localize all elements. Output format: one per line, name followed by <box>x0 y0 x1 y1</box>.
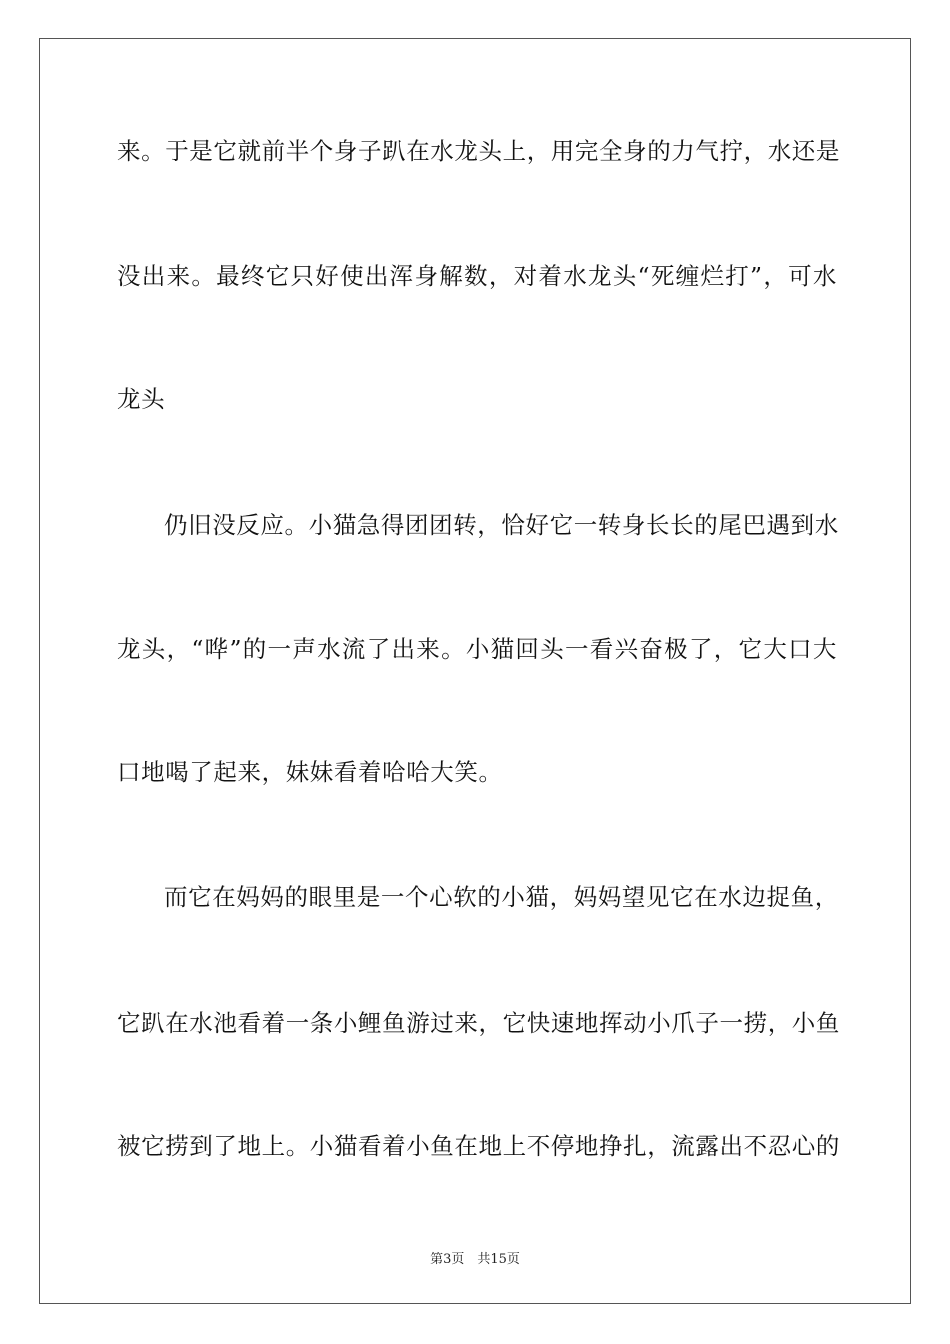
text-line-5: 龙头，“哗”的一声水流了出来。小猫回头一看兴奋极了，它大口大 <box>117 635 837 663</box>
text-line-1: 来。于是它就前半个身子趴在水龙头上，用完全身的力气拧，水还是 <box>117 137 840 165</box>
text-line-4: 仍旧没反应。小猫急得团团转，恰好它一转身长长的尾巴遇到水 <box>164 511 839 539</box>
text-line-2: 没出来。最终它只好使出浑身解数，对着水龙头“死缠烂打”，可水 <box>117 262 837 290</box>
page-border <box>39 38 911 1304</box>
text-line-3: 龙头 <box>117 385 166 413</box>
text-line-8: 它趴在水池看着一条小鲤鱼游过来，它快速地挥动小爪子一捞，小鱼 <box>117 1009 840 1037</box>
text-line-9: 被它捞到了地上。小猫看着小鱼在地上不停地挣扎，流露出不忍心的 <box>117 1132 840 1160</box>
text-line-6: 口地喝了起来，妹妹看着哈哈大笑。 <box>117 758 503 786</box>
page-number-footer: 第3页 共15页 <box>430 1252 520 1267</box>
text-line-7: 而它在妈妈的眼里是一个心软的小猫，妈妈望见它在水边捉鱼， <box>164 883 839 911</box>
